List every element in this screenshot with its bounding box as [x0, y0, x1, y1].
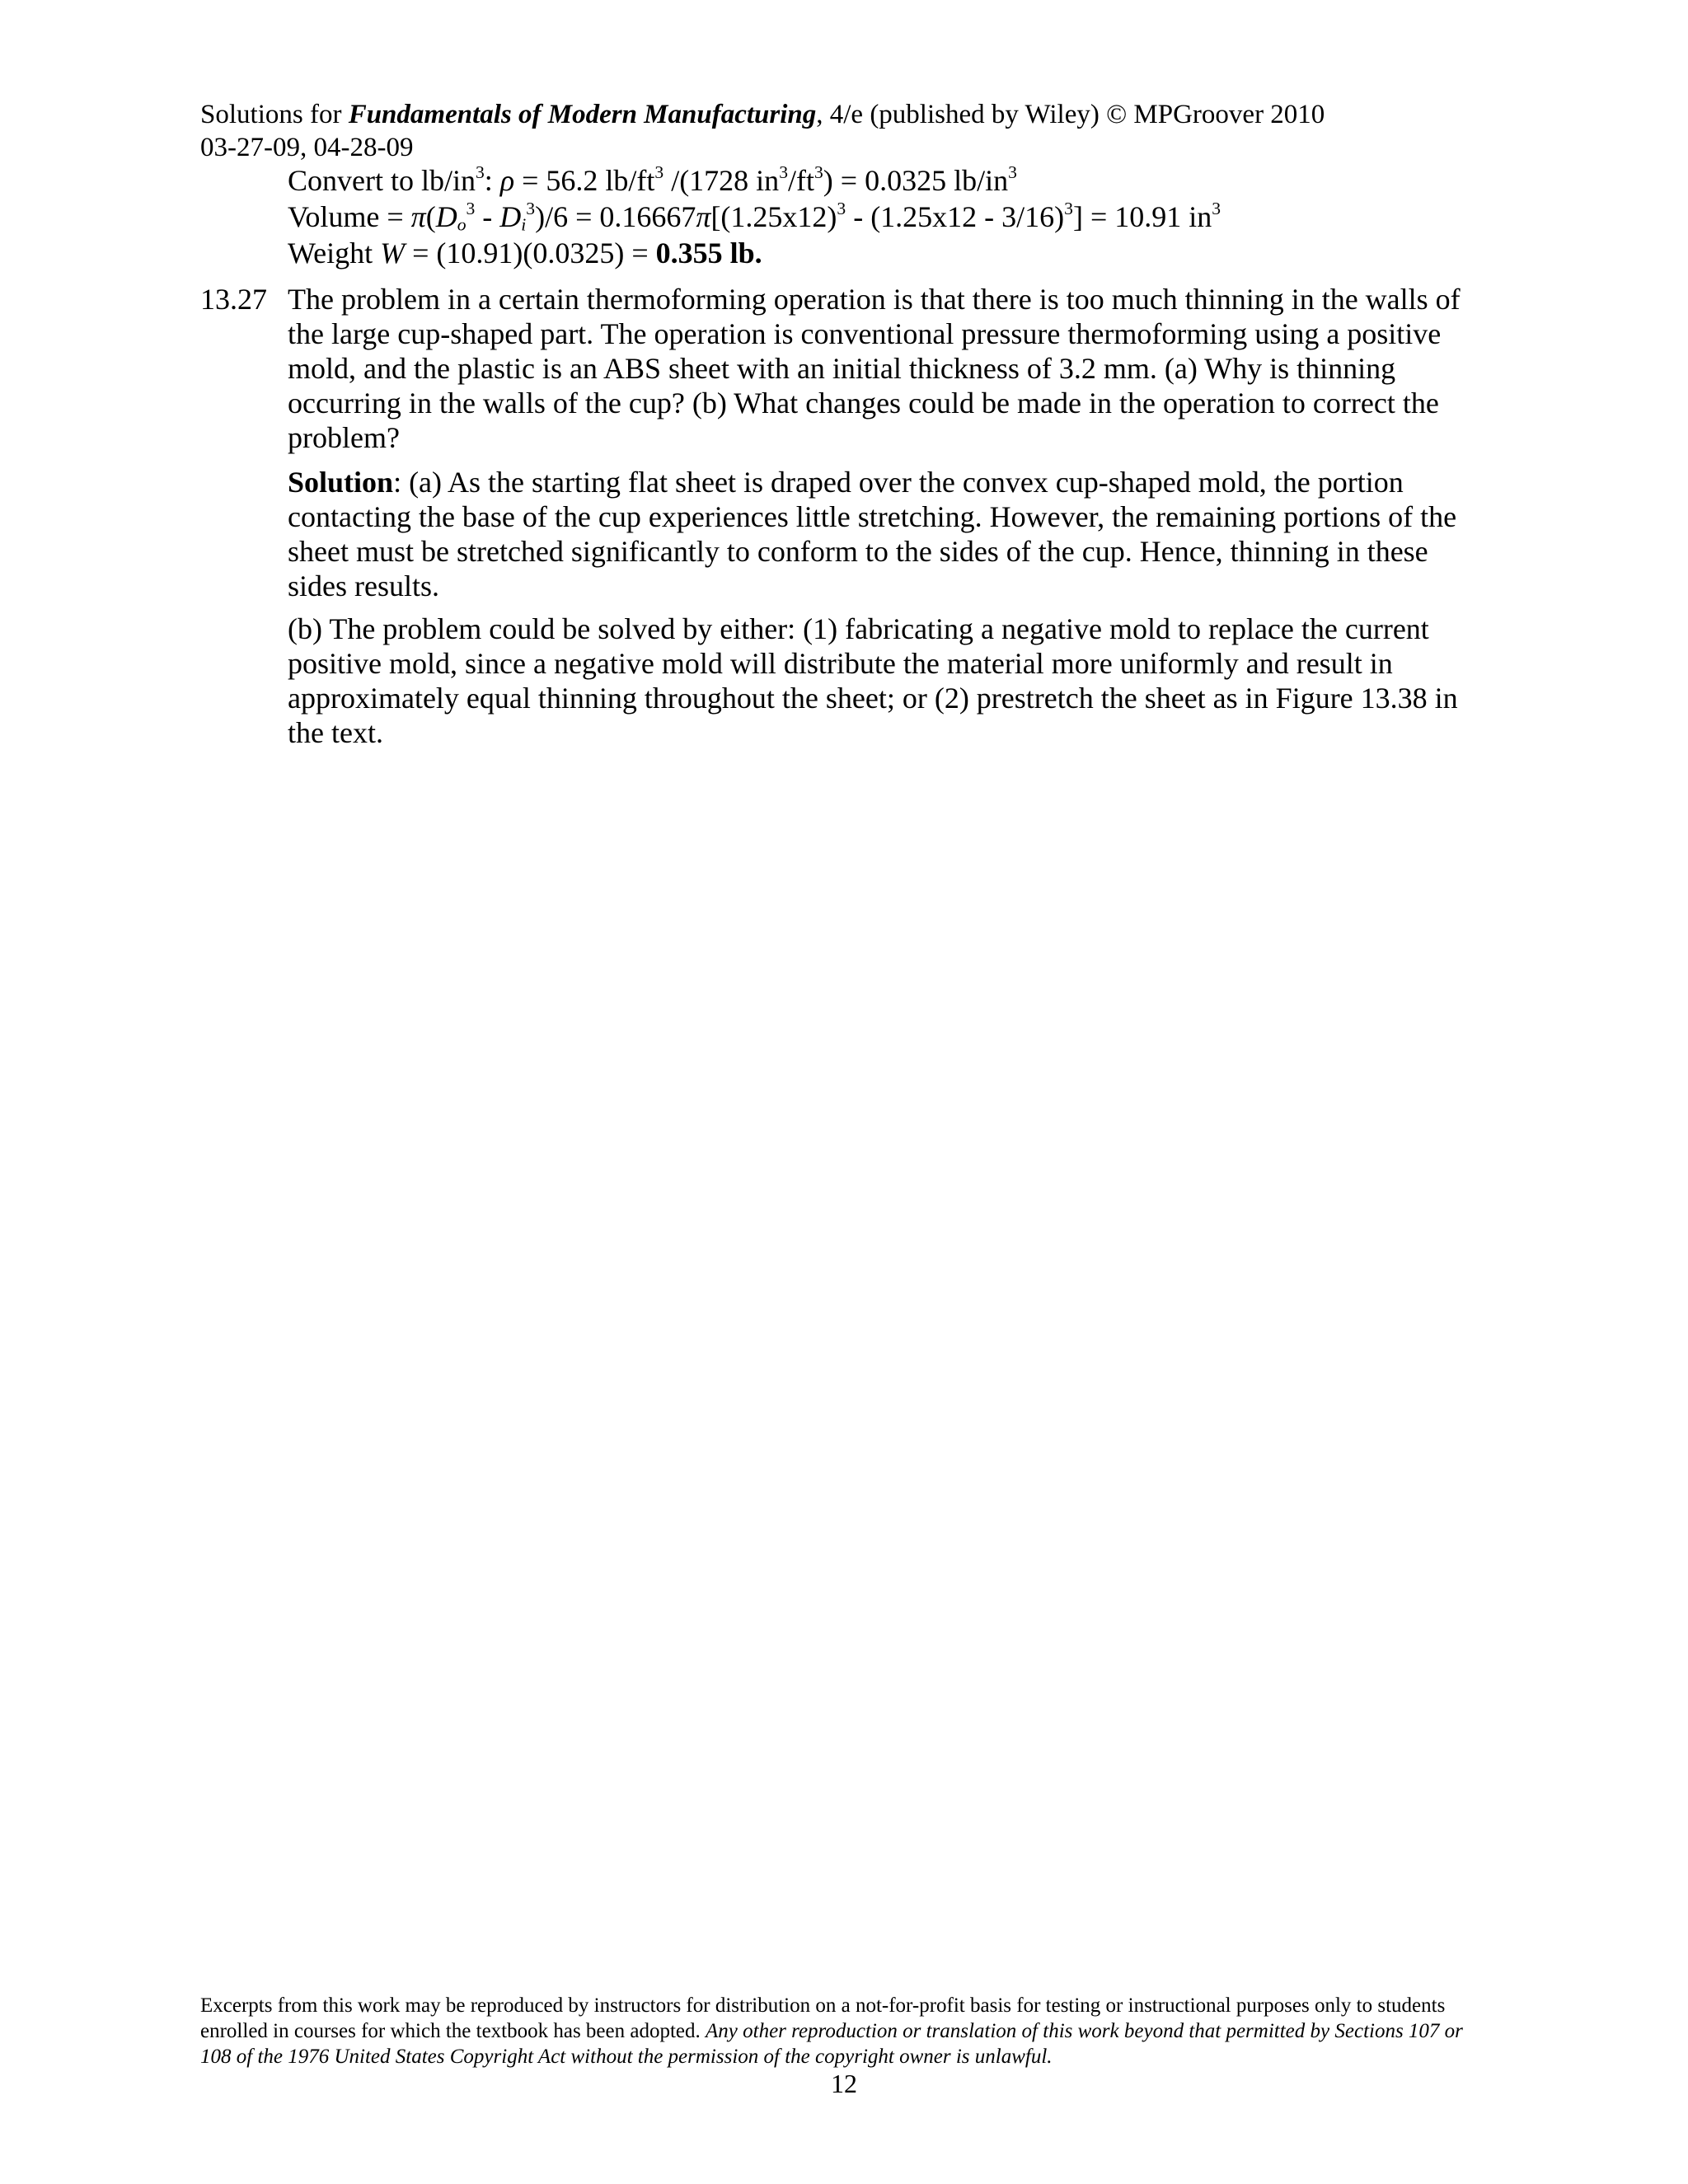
header-prefix: Solutions for	[200, 100, 349, 129]
header-suffix: , 4/e (published by Wiley) © MPGroover 2010	[816, 100, 1325, 129]
weight-line: Weight W = (10.91)(0.0325) = 0.355 lb.	[288, 237, 762, 269]
footer-normal-text: Excerpts from this work may be reproduced by instructors for distribution on a not-for-profit basis for testing or instructional purposes only to students enrolled in courses for which the textbook has been adopted.	[200, 1994, 1446, 2042]
weight-result: 0.355 lb.	[655, 237, 762, 269]
problem-number: 13.27	[200, 283, 267, 316]
book-title: Fundamentals of Modern Manufacturing	[348, 100, 817, 129]
convert-line: Convert to $lb/in^3$: ρ = 56.2 $lb/ft^3$ /(1728 $in^3/ft^3) = 0.0325$ $lb/in^3$	[288, 162, 1017, 197]
solution-part-a: Solution: (a) As the starting flat sheet is draped over the convex cup-shaped mold, the portion contacting the base of the cup experiences little stretching. However, the remaining portions of the sheet must be stretched significantly to conform to the sides of the cup. Hence, thinning in these sides results.	[288, 466, 1457, 602]
problem-text: The problem in a certain thermoforming operation is that there is too much thinning in the walls of the large cup-shaped part. The operation is conventional pressure thermoforming using a positive mold, and the plastic is an ABS sheet with an initial thickness of 3.2 mm. (a) Why is thinning occurring in the walls of the cup? (b) What changes could be made in the operation to correct the problem?	[288, 283, 1461, 454]
solution-part-b: (b) The problem could be solved by either: (1) fabricating a negative mold to replace the current positive mold, since a negative mold will distribute the material more uniformly and result in approximately equal thinning throughout the sheet; or (2) prestretch the sheet as in Figure 13.38 in the text.	[288, 612, 1458, 749]
page-number: 12	[831, 2069, 857, 2098]
header-dates: 03-27-09, 04-28-09	[200, 133, 414, 162]
copyright-footer	[200, 1993, 1486, 2069]
volume-line: Volume = $\pi(D_o^3 - D_i^3)/6 = 0.16667\pi[(1.25x12)^3 - (1.25x12 - 3/16)^3] = 10.91$ $in^3$	[288, 198, 1221, 235]
solution-label: Solution	[288, 466, 394, 499]
header-line	[200, 99, 1325, 130]
footer-italic-text: Any other reproduction or translation of this work beyond that permitted by Sections 107 or 108 of the 1976 United States Copyright Act without the permission of the copyright owner is unlawful.	[200, 2020, 1463, 2068]
